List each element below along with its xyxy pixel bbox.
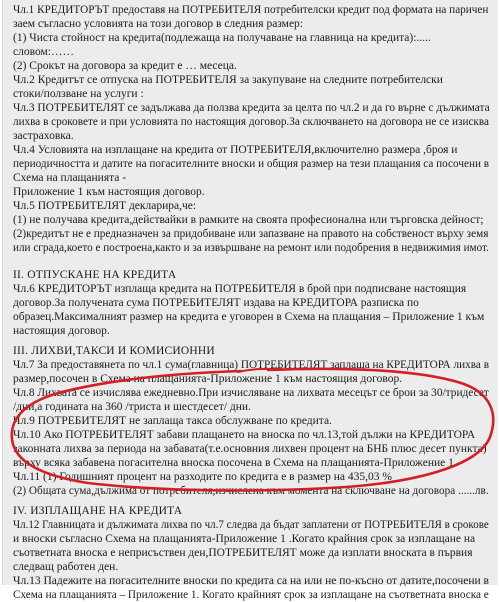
text-line: Чл.13 Падежите на погасителните вноски по кредита са на или не по-късно от датите,посочени в [13, 575, 489, 587]
text-line: Чл.11 (1) Годишният процент на разходите по кредита е в размер на 435,03 % [13, 471, 392, 483]
text-line: образец.Максималният размер на кредита е уговорен в Схема на плащания – Приложение 1 към [13, 311, 485, 323]
section-heading: IV. ИЗПЛАЩАНЕ НА КРЕДИТА [13, 505, 183, 517]
text-line: Схема на плащанията – Приложение 1. Когато крайният срок за изплащане на съответната вноска е [13, 589, 489, 601]
text-line: и вноски съгласно Схема на плащанията-Приложение 1 .Когато крайния срок за изплащане на [13, 533, 476, 545]
text-line: Приложение 1 към настоящия договор. [13, 186, 205, 198]
text-line: Чл.5 ПОТРЕБИТЕЛЯТ декларира,че: [13, 200, 197, 212]
text-line: Чл.6 КРЕДИТОРЪТ изплаща кредита на ПОТРЕБИТЕЛЯ в брой при подписване настоящия [13, 283, 467, 295]
text-line: Чл.9 ПОТРЕБИТЕЛЯТ не заплаща такса обслужване по кредита. [13, 415, 332, 427]
scanned-contract-page [2, 0, 498, 601]
text-line: Чл.10 Ако ПОТРЕБИТЕЛЯТ забави плащането на вноска по чл.13,той дължи на КРЕДИТОРА [13, 429, 476, 441]
text-line: периодичността и датите на погасителните вноски и общия размер на тези плащания са посочени в [13, 158, 490, 170]
text-line: заем съгласно условията на този договор в следния размер: [13, 18, 303, 30]
text-line: съответната вноска е неприсъствен ден,ПОТРЕБИТЕЛЯТ може да изплати вноската в първия [13, 547, 473, 559]
text-line: Чл.3 ПОТРЕБИТЕЛЯТ се задължава да ползва кредита за целта по чл.2 и да го върне с дължимата [13, 102, 490, 114]
text-line: договор.За получената сума ПОТРЕБИТЕЛЯТ издава на КРЕДИТОРА разписка по [13, 297, 419, 309]
text-line: настоящия договор. [13, 325, 110, 337]
section-heading: III. ЛИХВИ,ТАКСИ И КОМИСИОННИ [13, 345, 215, 357]
text-line: /дни,а годината на 360 /триста и шестдесет/ дни. [13, 401, 251, 413]
text-line: лихва в сроковете и при условията по настоящия договор.За сключването на договора не се изисква [13, 116, 489, 128]
text-line: Чл.4 Условията на изплащане на кредита от ПОТРЕБИТЕЛЯ,включително размера ,броя и [13, 144, 458, 156]
text-line: върху всяка забавена погасителна вноска посочена в Схема на плащанията-Приложение 1. [13, 457, 457, 469]
text-line: застраховка. [13, 130, 74, 142]
text-line: Чл.1 КРЕДИТОРЪТ предоставя на ПОТРЕБИТЕЛЯ потребителски кредит под формата на паричен [13, 4, 489, 16]
text-line: или сграда,което е построена,както и за извършване на ремонт или подобрения в недвижимия имот. [13, 242, 489, 254]
text-line: (1) Чиста стойност на кредита(подлежаща на получаване на главница на кредита):..... [13, 32, 431, 44]
text-line: (2)кредитът не е предназначен за придобиване или запазване на правото на собственост върху земя [13, 228, 489, 240]
text-line: размер,посочен в Схема на плащанията-Приложение 1 към настоящия договор. [13, 373, 403, 385]
text-line: (2) Общата сума,дължима от потребителя,изчислена към момента на сключване на договора ......лв. [13, 485, 489, 497]
text-line: (2) Срокът на договора за кредит е … месеца. [13, 60, 237, 72]
text-line: (1) не получава кредита,действайки в рамките на своята професионална или търговска дейност; [13, 214, 484, 226]
text-line: Схема на плащанията - [13, 172, 127, 184]
text-line: стоки/ползване на услуги : [13, 88, 144, 100]
text-line: законната лихва за периода на забавата(т.е.основния лихвен процент на БНБ плюс десет пункта) [13, 443, 487, 455]
text-line: Чл.7 За предоставянета по чл.1 сума(главница) ПОТРЕБИТЕЛЯТ заплаща на КРЕДИТОРА лихва в [13, 359, 490, 371]
text-line: Чл.2 Кредитът се отпуска на ПОТРЕБИТЕЛЯ за закупуване на следните потребителски [13, 74, 443, 86]
section-heading: II. ОТПУСКАНЕ НА КРЕДИТА [13, 269, 177, 281]
text-line: следващ работен ден. [13, 561, 119, 573]
text-line: словом:…… [13, 46, 74, 58]
text-line: Чл.8 Лихвата се изчислява ежедневно.При изчисляване на лихвата месецът се брои за 30/тридесет [13, 387, 489, 399]
text-line: Чл.12 Главницата и дължимата лихва по чл.7 следва да бъдат заплатени от ПОТРЕБИТЕЛЯ в срокове [13, 519, 489, 531]
